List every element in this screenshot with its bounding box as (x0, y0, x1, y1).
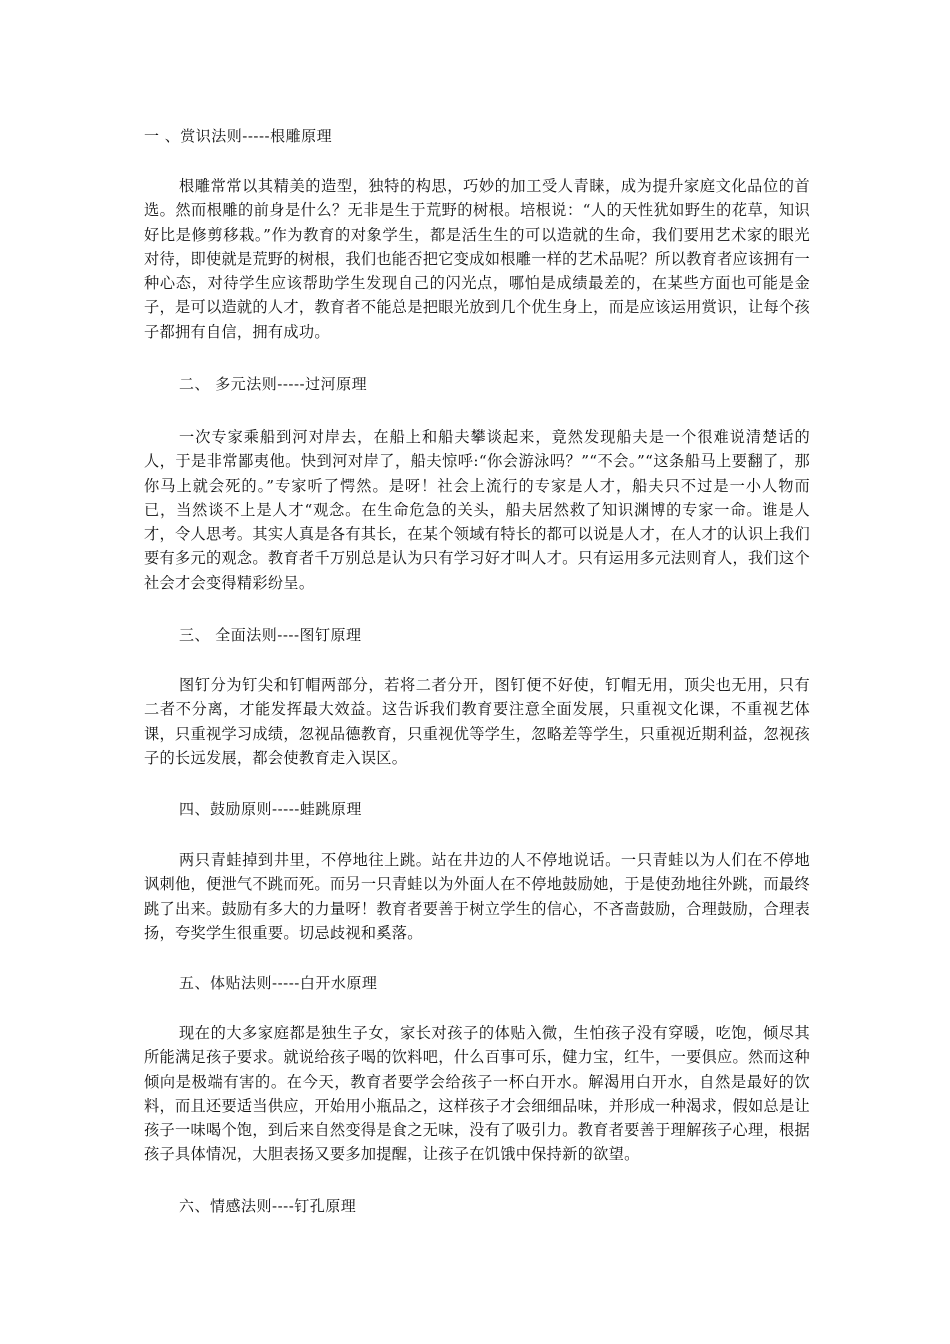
section-heading-3: 三、 全面法则----图钉原理 (179, 626, 362, 644)
section-heading-5: 五、体贴法则-----白开水原理 (179, 974, 378, 992)
section-heading-1: 一 、赏识法则-----根雕原理 (144, 127, 333, 145)
section-body-5: 现在的大多家庭都是独生子女，家长对孩子的体贴入微，生怕孩子没有穿暖，吃饱，倾尽其所能满足孩子要求。就说给孩子喝的饮料吧，什么百事可乐，健力宝，红牛，一要俱应。然而这种倾向是极端有害的。在今天，教育者要学会给孩子一杯白开水。解渴用白开水，自然是最好的饮料，而且还要适当供应，开始用小瓶品之，这样孩子才会细细品味，并形成一种渴求，假如总是让孩子一味喝个饱，到后来自然变得是食之无味，没有了吸引力。教育者要善于理解孩子心理，根据孩子具体情况，大胆表扬又要多加提醒，让孩子在饥饿中保持新的欲望。 (144, 1024, 810, 1164)
section-body-2: 一次专家乘船到河对岸去，在船上和船夫攀谈起来，竟然发现船夫是一个很难说清楚话的人，于是非常鄙夷他。快到河对岸了，船夫惊呼:“你会游泳吗？”“不会。”“这条船马上要翻了，那你马上就会死的。”专家听了愕然。是呀！社会上流行的专家是人才，船夫只不过是一小人物而已，当然谈不上是人才“观念。在生命危急的关头，船夫居然救了知识渊博的专家一命。谁是人才，令人思考。其实人真是各有其长，在某个领域有特长的都可以说是人才，在人才的认识上我们要有多元的观念。教育者千万别总是认为只有学习好才叫人才。只有运用多元法则育人，我们这个社会才会变得精彩纷呈。 (144, 428, 810, 592)
section-body-3: 图钉分为钉尖和钉帽两部分，若将二者分开，图钉便不好使，钉帽无用，顶尖也无用，只有二者不分离，才能发挥最大效益。这告诉我们教育要注意全面发展，只重视文化课，不重视艺体课，只重视学习成绩，忽视品德教育，只重视优等学生，忽略差等学生，只重视近期利益，忽视孩子的长远发展，都会使教育走入误区。 (144, 676, 810, 767)
section-heading-2: 二、 多元法则-----过河原理 (179, 375, 368, 393)
section-body-1: 根雕常常以其精美的造型，独特的构思，巧妙的加工受人青睐，成为提升家庭文化品位的首选。然而根雕的前身是什么？无非是生于荒野的树根。培根说：“人的天性犹如野生的花草，知识好比是修剪移栽。”作为教育的对象学生，都是活生生的可以造就的生命，我们要用艺术家的眼光对待，即使就是荒野的树根，我们也能否把它变成如根雕一样的艺术品呢？所以教育者应该拥有一种心态，对待学生应该帮助学生发现自己的闪光点，哪怕是成绩最差的，在某些方面也可能是金子，是可以造就的人才，教育者不能总是把眼光放到几个优生身上，而是应该运用赏识，让每个孩子都拥有自信，拥有成功。 (144, 177, 810, 341)
section-body-4: 两只青蛙掉到井里，不停地往上跳。站在井边的人不停地说话。一只青蛙以为人们在不停地讽刺他，便泄气不跳而死。而另一只青蛙以为外面人在不停地鼓励她，于是使劲地往外跳，而最终跳了出来。鼓励有多大的力量呀！教育者要善于树立学生的信心，不吝啬鼓励，合理鼓励，合理表扬，夸奖学生很重要。切忌歧视和奚落。 (144, 851, 810, 942)
section-heading-6: 六、情感法则----钉孔原理 (179, 1197, 357, 1215)
section-heading-4: 四、鼓励原则-----蛙跳原理 (179, 800, 362, 818)
